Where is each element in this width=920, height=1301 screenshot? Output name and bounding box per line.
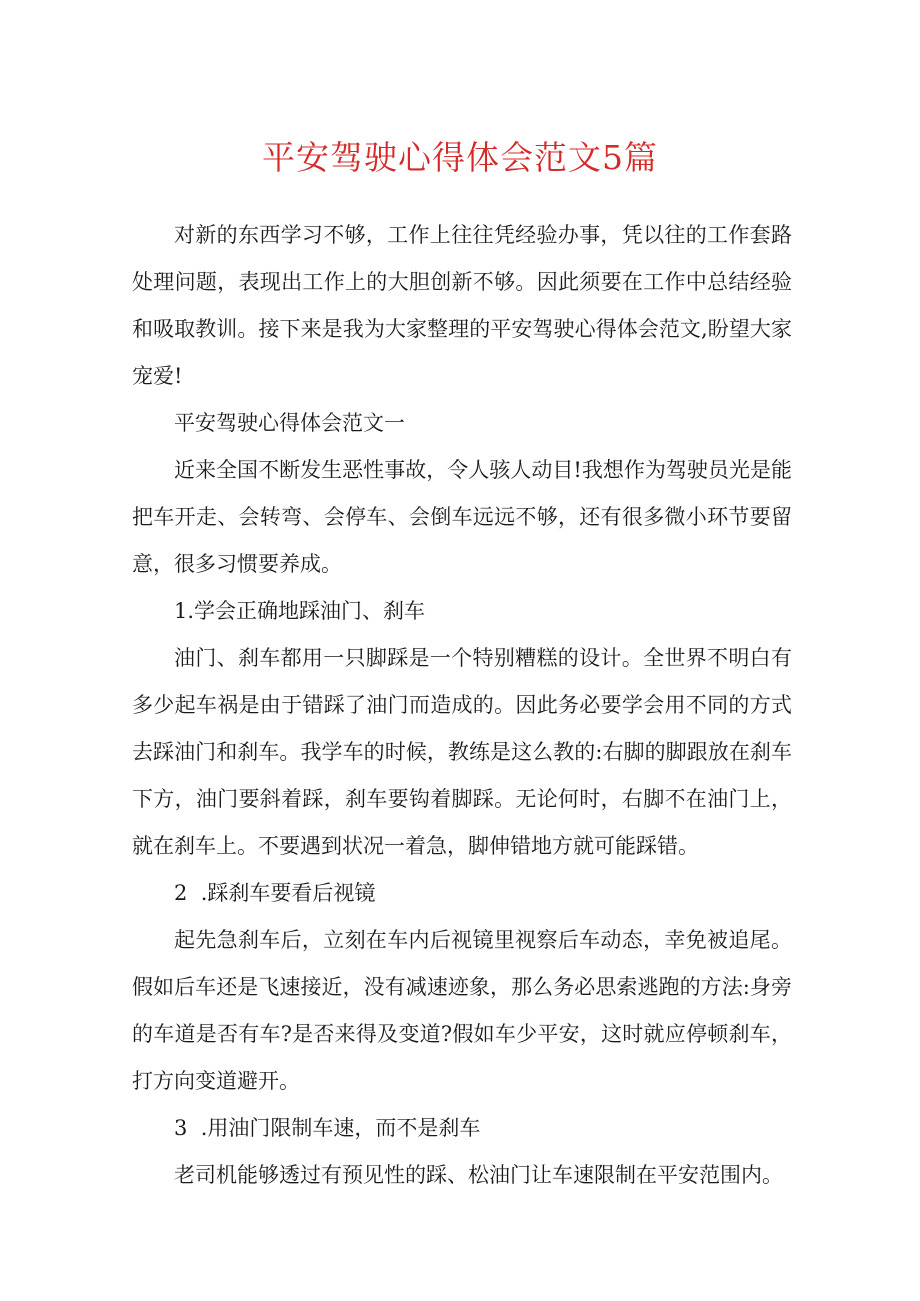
document-body — [132, 212, 792, 1199]
item-1-text: 油门、刹车都用一只脚踩是一个特别糟糕的设计。全世界不明白有多少起车祸是由于错踩了油门而造成的。因此务必要学会用不同的方式去踩油门和刹车。我学车的时候，教练是这么教的:右脚的脚跟放在刹车下方，油门要斜着踩，刹车要钩着脚踩。无论何时，右脚不在油门上，就在刹车上。不要遇到状况一着急，脚伸错地方就可能踩错。 — [132, 646, 792, 858]
item-1-heading: 1.学会正确地踩油门、刹车 — [174, 599, 426, 623]
document-title: 平安驾驶心得体会范文5篇 — [262, 138, 658, 177]
item-2-heading: 2 .踩刹车要看后视镜 — [174, 881, 376, 905]
intro-paragraph: 对新的东西学习不够，工作上往往凭经验办事，凭以往的工作套路处理问题，表现出工作上的大胆创新不够。因此须要在工作中总结经验和吸取教训。接下来是我为大家整理的平安驾驶心得体会范文,盼望大家宠爱! — [132, 223, 792, 388]
paragraph-1: 近来全国不断发生恶性事故，令人骇人动目!我想作为驾驶员光是能把车开走、会转弯、会停车、会倒车远远不够，还有很多微小环节要留意，很多习惯要养成。 — [132, 458, 792, 576]
section-heading: 平安驾驶心得体会范文一 — [174, 411, 405, 435]
item-2-text: 起先急刹车后，立刻在车内后视镜里视察后车动态，幸免被追尾。假如后车还是飞速接近，没有减速迹象，那么务必思索逃跑的方法:身旁的车道是否有车?是否来得及变道?假如车少平安，这时就应停顿刹车，打方向变道避开。 — [132, 928, 792, 1093]
item-3-text: 老司机能够透过有预见性的踩、松油门让车速限制在平安范围内。 — [174, 1163, 783, 1187]
item-3-heading: 3 .用油门限制车速，而不是刹车 — [174, 1116, 481, 1140]
